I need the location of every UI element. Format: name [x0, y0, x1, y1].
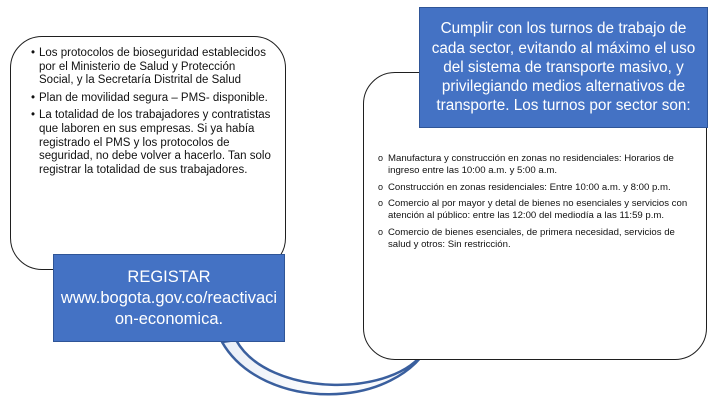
register-box — [53, 254, 285, 342]
register-url-line1[interactable]: www.bogota.gov.co/reactivaci — [60, 288, 278, 307]
sector-shift-item: o Manufactura y construcción en zonas no residenciales: Horarios de ingreso entre las 10:00 a.m. y 5:00 a.m. — [378, 153, 690, 177]
requirement-item: • Los protocolos de bioseguridad establecidos por el Ministerio de Salud y Protección Social, y la Secretaría Distrital de Salud — [31, 47, 271, 88]
register-url-line2[interactable]: on-economica. — [114, 309, 224, 328]
shifts-instruction-text: Cumplir con los turnos de trabajo de cada sector, evitando al máximo el uso del sistema de transporte masivo, y privilegiando medios alternativos de transporte. Los turnos por sector son: — [431, 20, 696, 115]
requirements-panel — [10, 36, 286, 270]
requirements-list — [31, 47, 271, 181]
shifts-instruction-box — [419, 7, 708, 128]
sector-shift-item: o Comercio de bienes esenciales, de primera necesidad, servicios de salud y otros: Sin restricción. — [378, 227, 690, 251]
sector-shifts-list — [378, 153, 690, 256]
requirement-item: • Plan de movilidad segura – PMS- disponible. — [31, 92, 271, 106]
sector-shift-item: o Construcción en zonas residenciales: Entre 10:00 a.m. y 8:00 p.m. — [378, 182, 690, 194]
sector-shift-item: o Comercio al por mayor y detal de bienes no esenciales y servicios con atención al público: entre las 12:00 del mediodía a las 11:59 p.m. — [378, 198, 690, 222]
register-title: REGISTAR — [127, 267, 211, 286]
requirement-item: • La totalidad de los trabajadores y contratistas que laboren en sus empresas. Si ya había registrado el PMS y los protocolos de seguridad, no debe volver a hacerlo. Tan solo registrar la totalidad de sus trabajadores. — [31, 109, 271, 177]
register-text — [61, 267, 277, 330]
